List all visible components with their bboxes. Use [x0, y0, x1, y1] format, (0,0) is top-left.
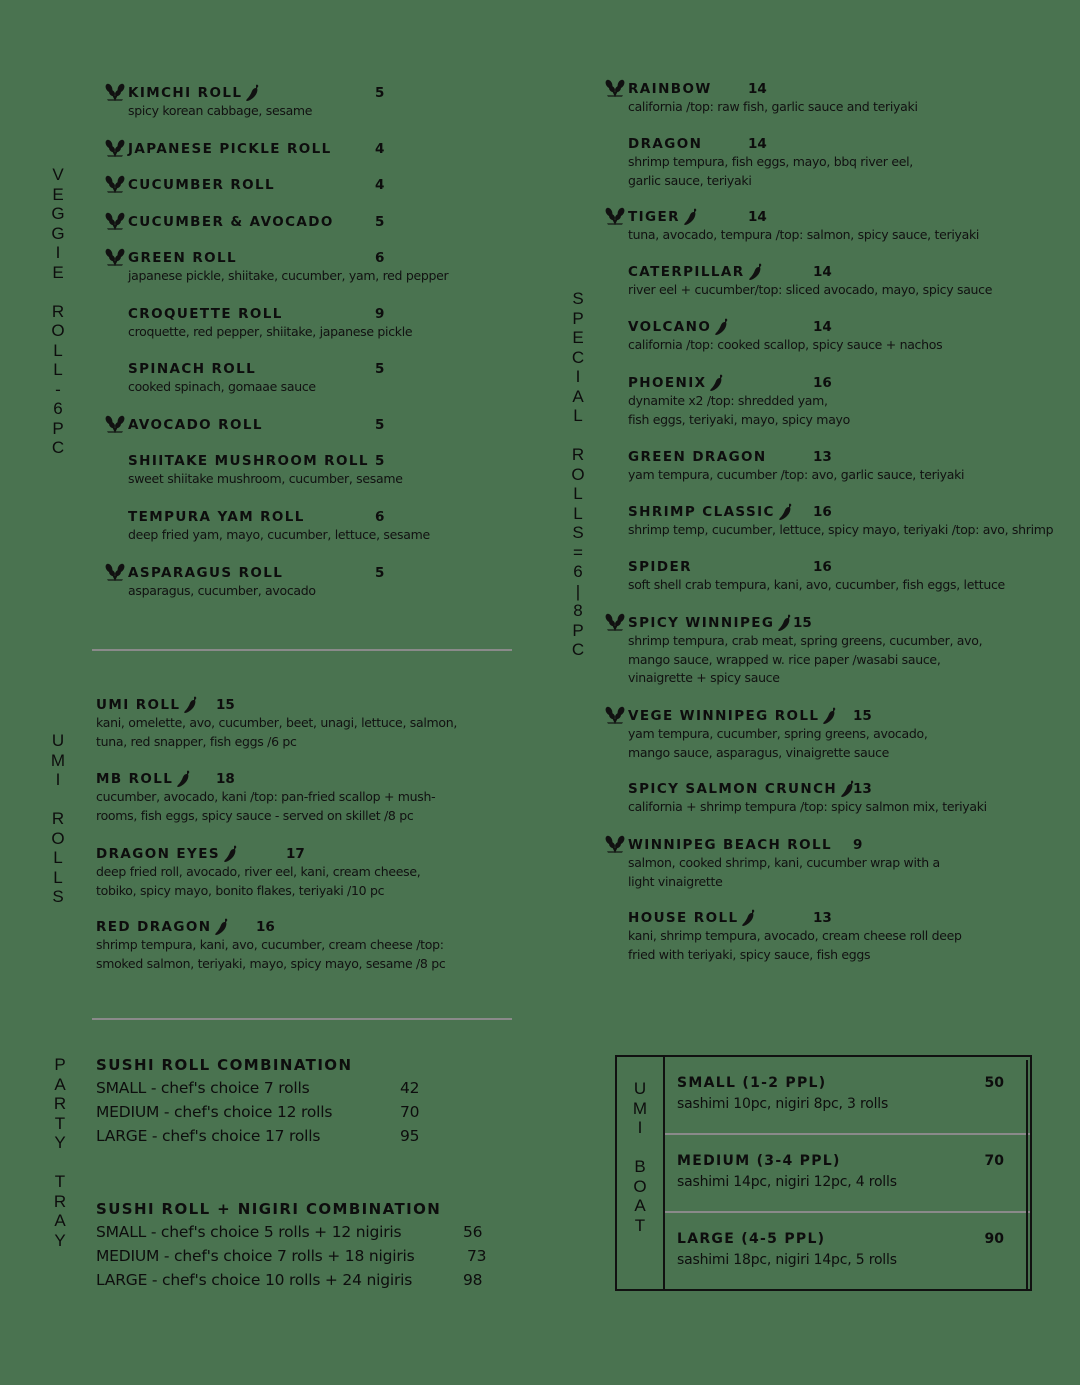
- menu-item-name: CUCUMBER & AVOCADO: [128, 214, 334, 230]
- combo-block: [96, 1198, 516, 1292]
- menu-item-name: SHIITAKE MUSHROOM ROLL: [128, 453, 369, 469]
- leaf-vegan-icon: [104, 562, 126, 582]
- menu-item-name: KIMCHI ROLL: [128, 85, 243, 101]
- label-letter: R: [51, 301, 65, 321]
- menu-item-price: 16: [813, 375, 832, 391]
- menu-item-price: 13: [853, 781, 872, 797]
- menu-item-name: RAINBOW: [628, 81, 712, 97]
- menu-item-header: [628, 558, 1005, 576]
- combo-option: [96, 1076, 516, 1100]
- menu-item: [628, 135, 913, 190]
- combo-option-text: LARGE - chef's choice 17 rolls: [96, 1127, 321, 1145]
- combo-title: SUSHI ROLL + NIGIRI COMBINATION: [96, 1200, 442, 1218]
- menu-item-name: SPICY WINNIPEG: [628, 615, 775, 631]
- menu-item: [96, 770, 435, 825]
- menu-item: [628, 836, 940, 891]
- menu-item-price: 16: [256, 919, 275, 935]
- combo-option-text: MEDIUM - chef's choice 7 rolls + 18 nigiris: [96, 1247, 415, 1265]
- menu-item-price: 17: [286, 846, 305, 862]
- menu-item-header: [628, 836, 940, 854]
- label-letter: U: [51, 731, 65, 750]
- label-letter: O: [633, 1176, 647, 1196]
- label-letter: T: [54, 1172, 66, 1191]
- menu-item-price: 14: [748, 136, 767, 152]
- menu-item-description: smoked salmon, teriyaki, mayo, spicy mayo, sesame /8 pc: [96, 955, 446, 971]
- combo-option-price: 98: [463, 1271, 483, 1289]
- menu-item: [628, 374, 850, 429]
- menu-item-header: [628, 448, 964, 466]
- menu-item-name: GREEN ROLL: [128, 250, 237, 266]
- menu-item: [96, 845, 420, 900]
- menu-item-name: VEGE WINNIPEG ROLL: [628, 708, 820, 724]
- menu-item-description: river eel + cucumber/top: sliced avocado, mayo, spicy sauce: [628, 282, 993, 297]
- menu-item-price: 14: [748, 81, 767, 97]
- label-letter: L: [573, 484, 583, 503]
- label-letter: A: [572, 386, 584, 406]
- menu-item-header: [96, 845, 420, 863]
- combo-title: SUSHI ROLL COMBINATION: [96, 1056, 353, 1074]
- menu-item-name: SHRIMP CLASSIC: [628, 504, 775, 520]
- label-letter: L: [53, 867, 63, 887]
- menu-item-price: 15: [853, 708, 872, 724]
- menu-item-price: 5: [375, 565, 385, 581]
- umi-boat-option-price: 90: [984, 1231, 1004, 1247]
- menu-item-description: sweet shiitake mushroom, cucumber, sesame: [128, 471, 403, 486]
- umi-boat-option: [665, 1211, 1030, 1289]
- label-letter: L: [53, 848, 63, 867]
- menu-item-description: tuna, avocado, tempura /top: salmon, spicy sauce, teriyaki: [628, 227, 980, 242]
- menu-item-price: 5: [375, 85, 385, 101]
- label-letter: S: [572, 289, 584, 308]
- umi-boat-side: [617, 1057, 665, 1289]
- label-letter: I: [55, 243, 61, 262]
- menu-item-description: croquette, red pepper, shiitake, japanese pickle: [128, 324, 413, 339]
- menu-item-description: shrimp temp, cucumber, lettuce, spicy mayo, teriyaki /top: avo, shrimp: [628, 522, 1054, 537]
- label-letter: 6: [573, 562, 583, 581]
- label-letter: C: [51, 438, 65, 457]
- section-divider: [92, 1018, 512, 1020]
- menu-item-description: california /top: raw fish, garlic sauce and teriyaki: [628, 99, 918, 114]
- label-letter: O: [571, 464, 585, 484]
- umi-boat-option-name: LARGE (4-5 PPL): [677, 1231, 826, 1247]
- menu-item-description: yam tempura, cucumber /top: avo, garlic sauce, teriyaki: [628, 467, 965, 482]
- leaf-vegan-icon: [604, 705, 626, 725]
- label-letter: S: [572, 523, 584, 542]
- menu-item-description: tuna, red snapper, fish eggs /6 pc: [96, 733, 297, 749]
- menu-item-price: 5: [375, 361, 385, 377]
- menu-item: [128, 416, 385, 434]
- menu-item-name: WINNIPEG BEACH ROLL: [628, 837, 832, 853]
- umi-boat-border-accent: [1026, 1060, 1028, 1291]
- menu-item-description: salmon, cooked shrimp, kani, cucumber wrap with a: [628, 855, 940, 870]
- chili-pepper-icon: [246, 84, 260, 102]
- menu-item: [628, 263, 992, 300]
- menu-item-header: [128, 84, 385, 102]
- label-letter: C: [571, 347, 585, 367]
- special-section-label: [568, 289, 588, 660]
- menu-item: [128, 305, 412, 342]
- combo-option-text: LARGE - chef's choice 10 rolls + 24 nigiris: [96, 1271, 413, 1289]
- label-letter: 6: [53, 399, 63, 418]
- menu-item-description: vinaigrette + spicy sauce: [628, 670, 780, 685]
- menu-item-header: [128, 213, 385, 231]
- chili-pepper-icon: [224, 845, 238, 863]
- label-letter: G: [51, 223, 65, 243]
- menu-item-description: dynamite x2 /top: shredded yam,: [628, 393, 828, 408]
- umi-boat-box: [615, 1055, 1032, 1291]
- umi-rolls-section-label: [48, 731, 68, 907]
- menu-item: [628, 780, 987, 817]
- menu-item-name: TEMPURA YAM ROLL: [128, 509, 305, 525]
- menu-item-name: JAPANESE PICKLE ROLL: [128, 141, 332, 157]
- menu-item-name: MB ROLL: [96, 771, 174, 787]
- chili-pepper-icon: [778, 614, 792, 632]
- menu-item-header: [628, 374, 850, 392]
- label-letter: R: [51, 809, 65, 828]
- combo-option: [96, 1244, 516, 1268]
- menu-item-name: TIGER: [628, 209, 680, 225]
- menu-item-description: asparagus, cucumber, avocado: [128, 583, 316, 598]
- section-divider: [92, 649, 512, 651]
- umi-boat-option-desc: sashimi 10pc, nigiri 8pc, 3 rolls: [677, 1096, 889, 1112]
- menu-item-header: [628, 909, 962, 927]
- leaf-vegan-icon: [604, 206, 626, 226]
- menu-item-description: shrimp tempura, crab meat, spring greens, cucumber, avo,: [628, 633, 983, 648]
- chili-pepper-icon: [715, 318, 729, 336]
- menu-item-name: HOUSE ROLL: [628, 910, 739, 926]
- label-letter: Y: [54, 1230, 66, 1250]
- menu-item-description: yam tempura, cucumber, spring greens, avocado,: [628, 726, 928, 741]
- menu-item: [128, 176, 385, 194]
- chili-pepper-icon: [749, 263, 763, 281]
- umi-boat-option-name: SMALL (1-2 PPL): [677, 1075, 827, 1091]
- menu-item-price: 15: [793, 615, 812, 631]
- label-letter: A: [54, 1074, 66, 1094]
- menu-item-name: AVOCADO ROLL: [128, 417, 263, 433]
- chili-pepper-icon: [684, 208, 698, 226]
- menu-item-description: fried with teriyaki, spicy sauce, fish eggs: [628, 946, 871, 962]
- label-letter: R: [53, 1094, 67, 1113]
- label-letter: T: [54, 1113, 66, 1133]
- menu-item: [628, 558, 1005, 595]
- menu-item-header: [628, 707, 928, 725]
- label-letter: V: [52, 165, 64, 184]
- menu-item-description: kani, shrimp tempura, avocado, cream cheese roll deep: [628, 928, 962, 943]
- menu-item: [128, 213, 385, 231]
- menu-item-name: DRAGON: [628, 136, 703, 152]
- menu-item-price: 4: [375, 141, 385, 157]
- menu-item: [628, 503, 1053, 540]
- label-letter: T: [634, 1215, 646, 1235]
- menu-item-name: UMI ROLL: [96, 697, 181, 713]
- menu-item-price: 14: [748, 209, 767, 225]
- menu-item-header: [628, 208, 979, 226]
- umi-boat-option-desc: sashimi 14pc, nigiri 12pc, 4 rolls: [677, 1174, 897, 1190]
- menu-item: [128, 249, 448, 286]
- menu-item-description: california /top: cooked scallop, spicy sauce + nachos: [628, 337, 943, 352]
- combo-option-text: MEDIUM - chef's choice 12 rolls: [96, 1103, 333, 1121]
- label-letter: I: [55, 770, 61, 789]
- label-letter: 8: [573, 601, 583, 620]
- combo-option-price: 95: [400, 1127, 420, 1145]
- label-letter: P: [572, 620, 584, 640]
- menu-item-header: [128, 305, 412, 323]
- combo-block: [96, 1054, 516, 1148]
- label-letter: |: [575, 581, 581, 601]
- menu-item-price: 9: [853, 837, 863, 853]
- label-letter: G: [51, 204, 65, 223]
- umi-boat-option-price: 70: [984, 1153, 1004, 1169]
- menu-item-price: 13: [813, 449, 832, 465]
- menu-item-header: [628, 503, 1053, 521]
- umi-boat-option-name: MEDIUM (3-4 PPL): [677, 1153, 841, 1169]
- leaf-vegan-icon: [604, 834, 626, 854]
- menu-item: [628, 448, 964, 485]
- menu-item-price: 18: [216, 771, 235, 787]
- combo-option-price: 56: [463, 1223, 483, 1241]
- menu-item-price: 14: [813, 319, 832, 335]
- label-letter: U: [633, 1079, 647, 1098]
- menu-item-header: [128, 360, 385, 378]
- menu-item-description: california + shrimp tempura /top: spicy salmon mix, teriyaki: [628, 799, 987, 814]
- chili-pepper-icon: [177, 770, 191, 788]
- menu-item-price: 9: [375, 306, 385, 322]
- menu-item-header: [628, 318, 942, 336]
- menu-item-description: rooms, fish eggs, spicy sauce - served on skillet /8 pc: [96, 807, 414, 823]
- menu-item-header: [628, 614, 982, 632]
- party-tray-section-label: [50, 1055, 70, 1250]
- menu-item-name: VOLCANO: [628, 319, 712, 335]
- menu-item: [96, 696, 457, 751]
- menu-item: [628, 707, 928, 762]
- menu-item-description: shrimp tempura, fish eggs, mayo, bbq river eel,: [628, 154, 913, 169]
- label-letter: R: [53, 1191, 67, 1211]
- veggie-section-label: [48, 165, 68, 458]
- label-letter: L: [573, 406, 583, 425]
- label-letter: L: [53, 360, 63, 379]
- menu-item-header: [628, 780, 987, 798]
- menu-item-description: fish eggs, teriyaki, mayo, spicy mayo: [628, 411, 850, 427]
- menu-item-header: [96, 770, 435, 788]
- label-letter: =: [573, 542, 583, 562]
- chili-pepper-icon: [184, 696, 198, 714]
- combo-option-text: SMALL - chef's choice 7 rolls: [96, 1079, 310, 1097]
- menu-item-header: [96, 696, 457, 714]
- combo-option-price: 70: [400, 1103, 420, 1121]
- umi-boat-option-desc: sashimi 18pc, nigiri 14pc, 5 rolls: [677, 1252, 897, 1268]
- menu-item: [628, 208, 979, 245]
- label-letter: M: [50, 750, 66, 770]
- label-letter: M: [632, 1098, 648, 1118]
- label-letter: P: [54, 1055, 66, 1074]
- menu-item-name: CROQUETTE ROLL: [128, 306, 283, 322]
- menu-item-description: deep fried roll, avocado, river eel, kani, cream cheese,: [96, 864, 421, 879]
- label-letter: S: [52, 887, 64, 906]
- menu-item: [96, 918, 445, 973]
- leaf-vegan-icon: [104, 138, 126, 158]
- menu-item-description: japanese pickle, shiitake, cucumber, yam, red pepper: [128, 268, 449, 283]
- menu-item-name: SPIDER: [628, 559, 692, 575]
- menu-item-header: [128, 416, 385, 434]
- menu-item-description: spicy korean cabbage, sesame: [128, 103, 313, 118]
- leaf-vegan-icon: [104, 174, 126, 194]
- leaf-vegan-icon: [604, 612, 626, 632]
- menu-item-price: 13: [813, 910, 832, 926]
- menu-item-header: [128, 564, 385, 582]
- combo-option-price: 42: [400, 1079, 420, 1097]
- combo-option: [96, 1100, 516, 1124]
- label-letter: R: [571, 445, 585, 464]
- label-letter: E: [52, 184, 64, 204]
- menu-item: [128, 360, 385, 397]
- menu-item-name: RED DRAGON: [96, 919, 212, 935]
- menu-item-header: [128, 508, 430, 526]
- leaf-vegan-icon: [104, 414, 126, 434]
- chili-pepper-icon: [215, 918, 229, 936]
- chili-pepper-icon: [742, 909, 756, 927]
- label-letter: E: [52, 262, 64, 282]
- menu-item-price: 15: [216, 697, 235, 713]
- combo-option-price: 73: [467, 1247, 487, 1265]
- menu-item-description: cooked spinach, gomaae sauce: [128, 379, 316, 394]
- menu-item-header: [128, 140, 385, 158]
- label-letter: A: [54, 1211, 66, 1230]
- menu-item-name: DRAGON EYES: [96, 846, 220, 862]
- umi-boat-option-price: 50: [984, 1075, 1004, 1091]
- label-letter: C: [571, 640, 585, 659]
- menu-item-description: mango sauce, wrapped w. rice paper /wasabi sauce,: [628, 651, 941, 667]
- label-letter: L: [573, 503, 583, 523]
- menu-item-price: 14: [813, 264, 832, 280]
- menu-item-name: ASPARAGUS ROLL: [128, 565, 284, 581]
- umi-boat-option: [665, 1057, 1030, 1135]
- menu-item-price: 6: [375, 509, 385, 525]
- menu-item-header: [628, 263, 992, 281]
- label-letter: I: [637, 1118, 643, 1137]
- menu-item-price: 16: [813, 504, 832, 520]
- menu-item-name: SPINACH ROLL: [128, 361, 257, 377]
- label-letter: Y: [54, 1133, 66, 1152]
- menu-item-price: 5: [375, 453, 385, 469]
- label-letter: -: [55, 379, 61, 399]
- menu-item-header: [128, 452, 403, 470]
- menu-item: [128, 140, 385, 158]
- menu-item-header: [128, 249, 448, 267]
- combo-option-text: SMALL - chef's choice 5 rolls + 12 nigiris: [96, 1223, 402, 1241]
- label-letter: A: [634, 1196, 646, 1215]
- label-letter: B: [634, 1157, 646, 1176]
- menu-item-name: GREEN DRAGON: [628, 449, 767, 465]
- label-letter: O: [51, 321, 65, 340]
- combo-option: [96, 1124, 516, 1148]
- menu-item-price: 5: [375, 214, 385, 230]
- menu-item-description: mango sauce, asparagus, vinaigrette sauce: [628, 744, 890, 760]
- menu-item-header: [96, 918, 445, 936]
- menu-item-description: cucumber, avocado, kani /top: pan-fried scallop + mush-: [96, 789, 436, 804]
- menu-item-description: deep fried yam, mayo, cucumber, lettuce, sesame: [128, 527, 430, 542]
- menu-item: [628, 80, 918, 117]
- menu-item: [128, 452, 403, 489]
- menu-item-header: [628, 135, 913, 153]
- label-letter: I: [575, 367, 581, 386]
- combo-option: [96, 1220, 516, 1244]
- label-letter: P: [52, 418, 64, 438]
- menu-item: [128, 564, 385, 601]
- leaf-vegan-icon: [604, 78, 626, 98]
- chili-pepper-icon: [779, 503, 793, 521]
- menu-item: [628, 614, 982, 688]
- menu-item-header: [628, 80, 918, 98]
- menu-item-description: garlic sauce, teriyaki: [628, 172, 752, 188]
- leaf-vegan-icon: [104, 82, 126, 102]
- menu-item-description: kani, omelette, avo, cucumber, beet, unagi, lettuce, salmon,: [96, 715, 458, 730]
- leaf-vegan-icon: [104, 247, 126, 267]
- chili-pepper-icon: [710, 374, 724, 392]
- menu-item-name: SPICY SALMON CRUNCH: [628, 781, 838, 797]
- menu-item-description: soft shell crab tempura, kani, avo, cucumber, fish eggs, lettuce: [628, 577, 1005, 592]
- menu-item-name: PHOENIX: [628, 375, 707, 391]
- label-letter: L: [53, 340, 63, 360]
- leaf-vegan-icon: [104, 211, 126, 231]
- label-letter: E: [572, 328, 584, 347]
- menu-item-price: 4: [375, 177, 385, 193]
- menu-item-description: tobiko, spicy mayo, bonito flakes, teriyaki /10 pc: [96, 882, 385, 898]
- menu-item-header: [128, 176, 385, 194]
- chili-pepper-icon: [823, 707, 837, 725]
- combo-option: [96, 1268, 516, 1292]
- menu-item-price: 6: [375, 250, 385, 266]
- menu-item-name: CATERPILLAR: [628, 264, 745, 280]
- menu-item: [628, 909, 962, 964]
- menu-item-description: light vinaigrette: [628, 873, 723, 889]
- menu-item: [128, 508, 430, 545]
- label-letter: O: [51, 828, 65, 848]
- menu-item-description: shrimp tempura, kani, avo, cucumber, cream cheese /top:: [96, 937, 444, 952]
- menu-item-price: 5: [375, 417, 385, 433]
- menu-item-price: 16: [813, 559, 832, 575]
- menu-item-name: CUCUMBER ROLL: [128, 177, 276, 193]
- menu-item: [628, 318, 942, 355]
- menu-item: [128, 84, 385, 121]
- umi-boat-option: [665, 1133, 1030, 1213]
- umi-boat-section-label: [630, 1079, 650, 1235]
- label-letter: P: [572, 308, 584, 328]
